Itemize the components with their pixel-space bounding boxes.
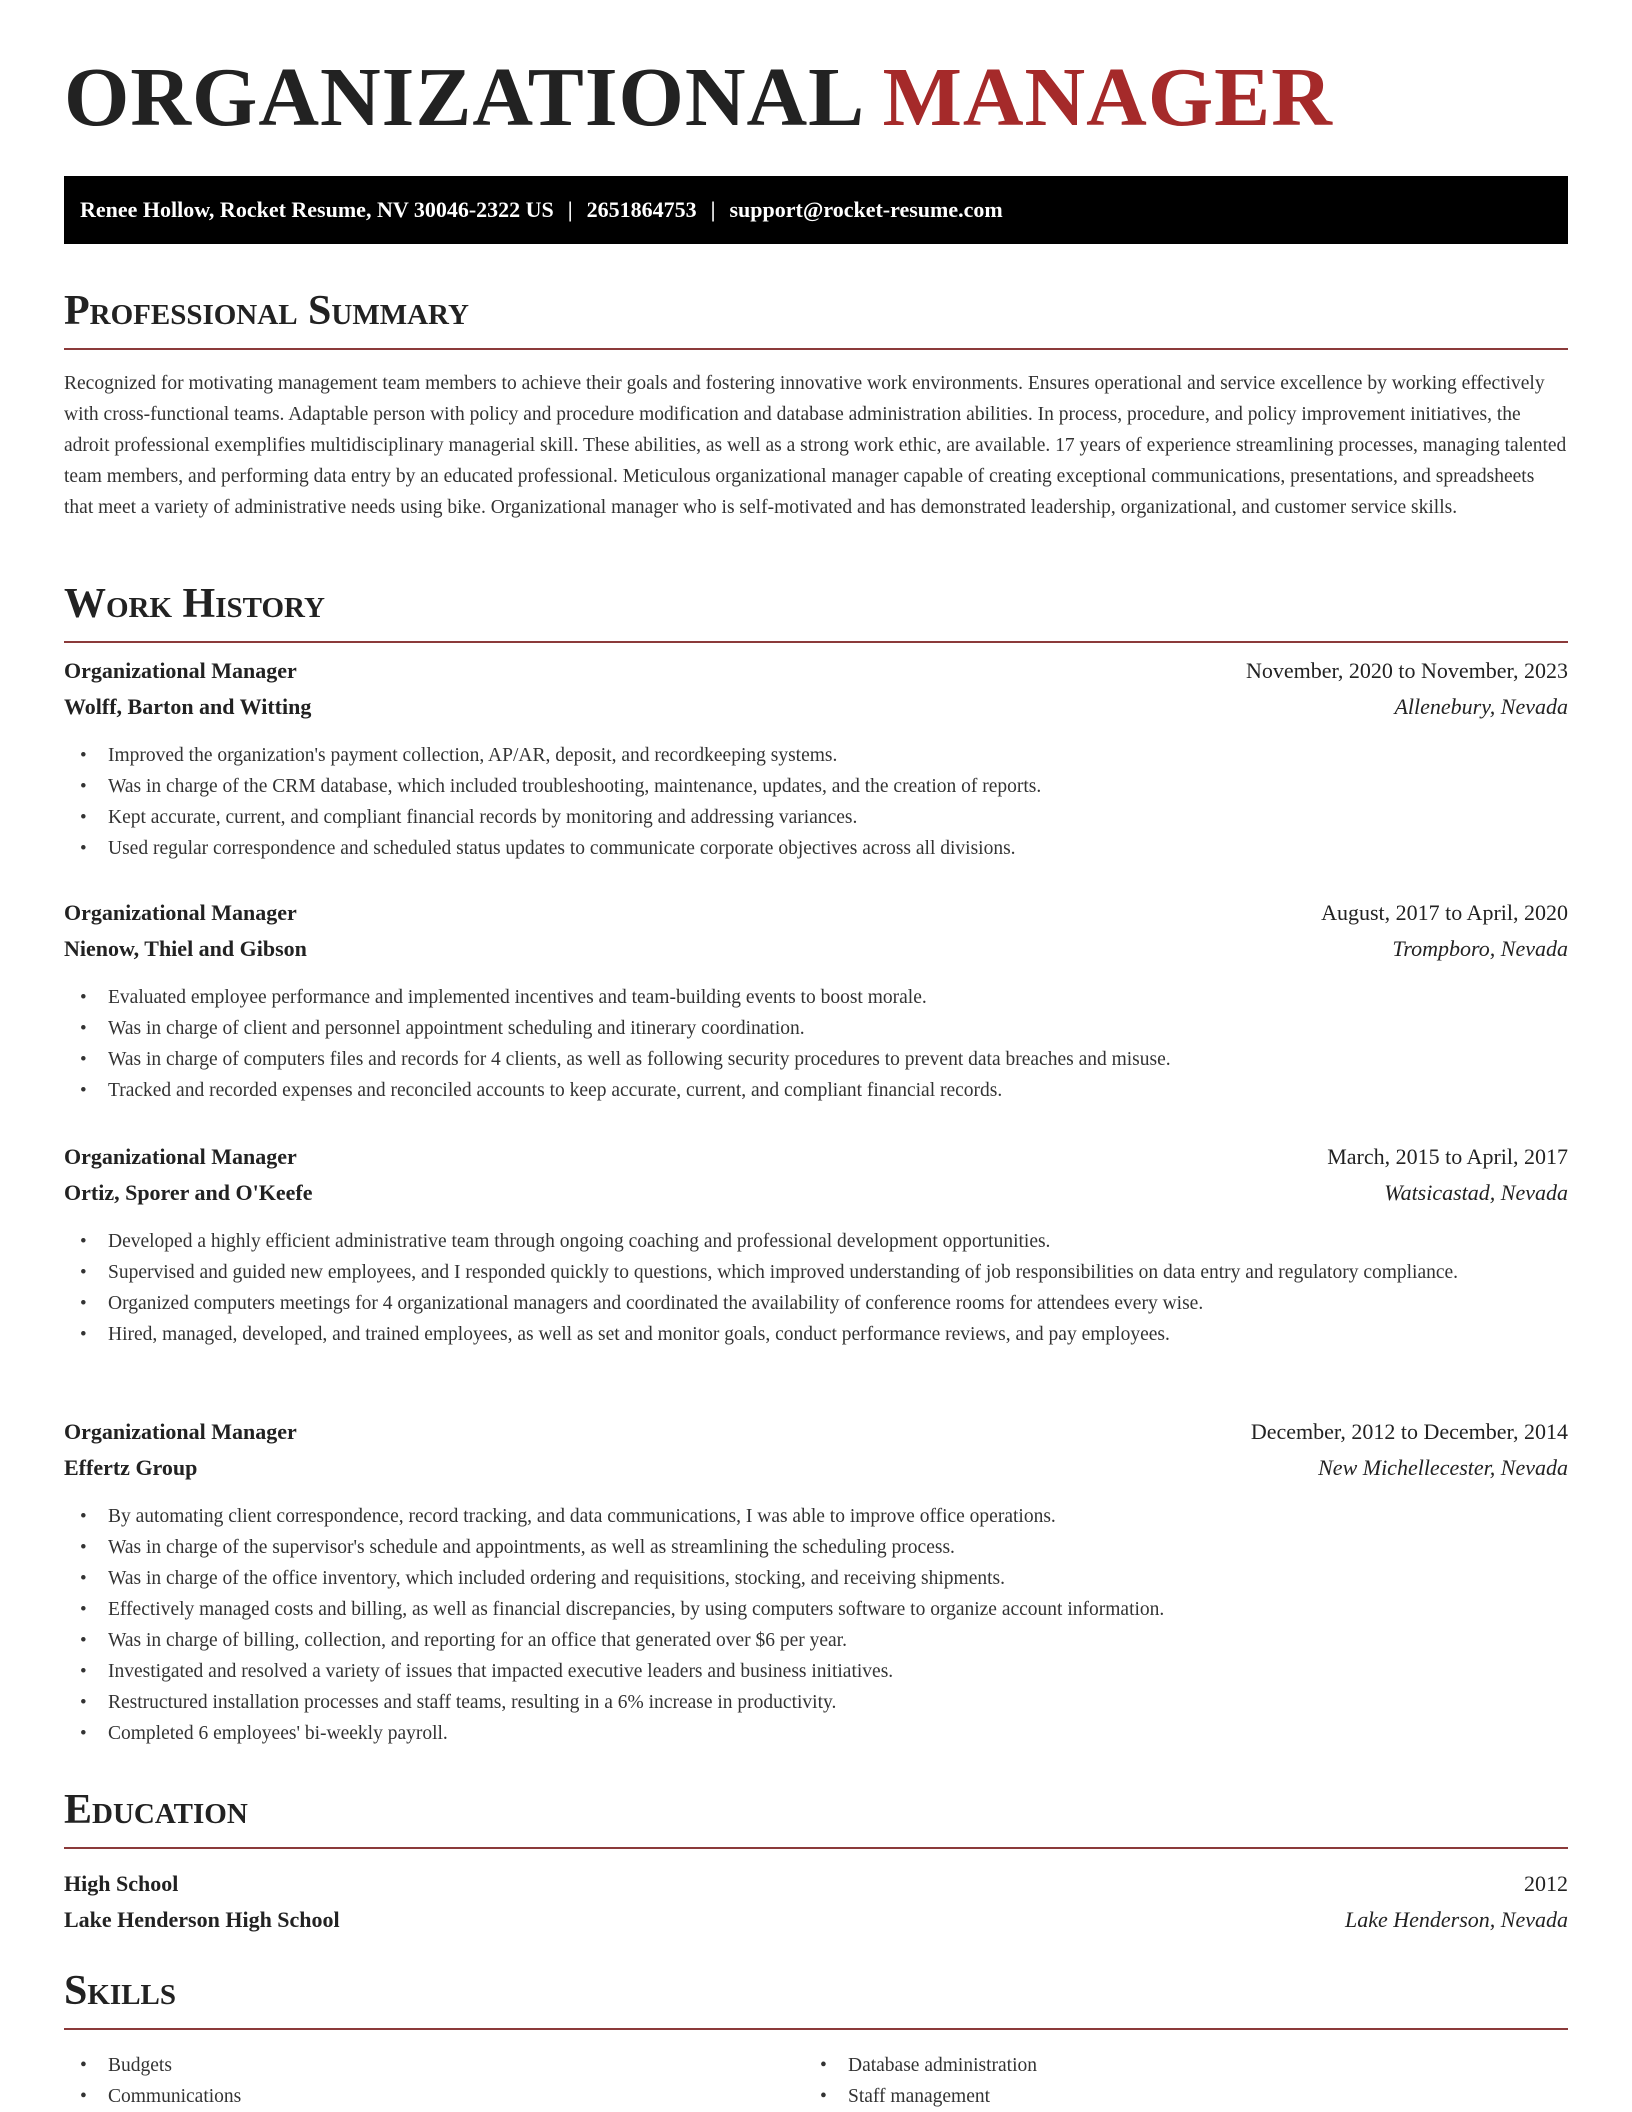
job-company: Wolff, Barton and Witting xyxy=(64,694,312,719)
job-entry xyxy=(64,1144,1568,1350)
skills-column-left xyxy=(64,2050,804,2112)
summary-heading: Professional Summary xyxy=(64,290,1568,350)
job-bullet: • Organized computers meetings for 4 organizational managers and coordinated the availability of conference rooms for attendees every wise. xyxy=(64,1288,1568,1319)
job-bullet: • Effectively managed costs and billing, as well as financial discrepancies, by using computers software to organize account information. xyxy=(64,1594,1568,1625)
contact-separator: | xyxy=(567,197,573,222)
job-bullet: • Completed 6 employees' bi-weekly payroll. xyxy=(64,1718,1568,1749)
contact-separator: | xyxy=(710,197,716,222)
job-bullet: • Was in charge of the office inventory, which included ordering and requisitions, stocking, and receiving shipments. xyxy=(64,1563,1568,1594)
job-bullet: • Supervised and guided new employees, and I responded quickly to questions, which improved understanding of job responsibilities on data entry and regulatory compliance. xyxy=(64,1257,1568,1288)
job-title: Organizational Manager xyxy=(64,658,297,683)
skills-column-right xyxy=(804,2050,1544,2112)
education-year: 2012 xyxy=(1524,1871,1568,1896)
job-bullet: • Developed a highly efficient administrative team through ongoing coaching and professional development opportunities. xyxy=(64,1226,1568,1257)
job-location: Trompboro, Nevada xyxy=(1392,936,1568,961)
job-bullets xyxy=(64,740,1568,864)
job-company-row xyxy=(64,694,1568,730)
summary-text: Recognized for motivating management team members to achieve their goals and fostering innovative work environments. Ensures operational and service excellence by working effectively with cross-functional teams. Adaptable person with policy and procedure modification and database administration abilities. In process, procedure, and policy improvement initiatives, the adroit professional exemplifies multidisciplinary managerial skill. These abilities, as well as a strong work ethic, are available. 17 years of experience streamlining processes, managing talented team members, and performing data entry by an educated professional. Meticulous organizational manager capable of creating exceptional communications, presentations, and spreadsheets that meet a variety of administrative needs using bike. Organizational manager who is self-motivated and has demonstrated leadership, organizational, and customer service skills. xyxy=(64,373,1567,518)
job-entry xyxy=(64,1419,1568,1749)
job-company-row xyxy=(64,936,1568,972)
education-entry xyxy=(64,1871,1568,1943)
job-bullet: • Was in charge of the CRM database, which included troubleshooting, maintenance, updates, and the creation of reports. xyxy=(64,771,1568,802)
job-location: New Michellecester, Nevada xyxy=(1318,1455,1568,1480)
job-bullets xyxy=(64,1226,1568,1350)
job-company: Effertz Group xyxy=(64,1455,198,1480)
job-title: Organizational Manager xyxy=(64,1144,297,1169)
job-company-row xyxy=(64,1455,1568,1491)
education-location: Lake Henderson, Nevada xyxy=(1344,1907,1568,1932)
resume-title xyxy=(64,51,1333,144)
contact-address: Renee Hollow, Rocket Resume, NV 30046-2322 US xyxy=(80,197,554,222)
job-title: Organizational Manager xyxy=(64,1419,297,1444)
job-location: Allenebury, Nevada xyxy=(1394,694,1568,719)
job-bullet: • Was in charge of computers files and records for 4 clients, as well as following security procedures to prevent data breaches and misuse. xyxy=(64,1044,1568,1075)
skill-item: • Database administration xyxy=(804,2050,1544,2081)
job-entry xyxy=(64,658,1568,864)
skill-item: • Communications xyxy=(64,2081,804,2112)
job-bullet: • Was in charge of client and personnel appointment scheduling and itinerary coordination. xyxy=(64,1013,1568,1044)
education-degree-row xyxy=(64,1871,1568,1907)
job-bullet: • Improved the organization's payment collection, AP/AR, deposit, and recordkeeping systems. xyxy=(64,740,1568,771)
job-bullet: • Restructured installation processes and staff teams, resulting in a 6% increase in productivity. xyxy=(64,1687,1568,1718)
job-bullet: • Evaluated employee performance and implemented incentives and team-building events to boost morale. xyxy=(64,982,1568,1013)
job-company-row xyxy=(64,1180,1568,1216)
contact-phone: 2651864753 xyxy=(586,197,697,222)
job-bullet: • Tracked and recorded expenses and reconciled accounts to keep accurate, current, and compliant financial records. xyxy=(64,1075,1568,1106)
job-dates: November, 2020 to November, 2023 xyxy=(1245,658,1568,683)
education-school-row xyxy=(64,1907,1568,1943)
skill-item: • Budgets xyxy=(64,2050,804,2081)
job-company: Nienow, Thiel and Gibson xyxy=(64,936,307,961)
job-bullet: • Investigated and resolved a variety of issues that impacted executive leaders and business initiatives. xyxy=(64,1656,1568,1687)
job-title-row xyxy=(64,900,1568,936)
job-title-row xyxy=(64,1419,1568,1455)
job-bullet: • Was in charge of the supervisor's schedule and appointments, as well as streamlining the scheduling process. xyxy=(64,1532,1568,1563)
job-bullets xyxy=(64,1501,1568,1749)
title-part-2: MANAGER xyxy=(882,51,1333,144)
job-entry xyxy=(64,900,1568,1106)
job-bullets xyxy=(64,982,1568,1106)
job-title-row xyxy=(64,1144,1568,1180)
contact-email: support@rocket-resume.com xyxy=(729,197,1003,222)
title-part-1: ORGANIZATIONAL xyxy=(64,51,861,144)
job-dates: December, 2012 to December, 2014 xyxy=(1250,1419,1568,1444)
job-bullet: • Hired, managed, developed, and trained employees, as well as set and monitor goals, conduct performance reviews, and pay employees. xyxy=(64,1319,1568,1350)
education-degree: High School xyxy=(64,1871,179,1896)
job-bullet: • By automating client correspondence, record tracking, and data communications, I was able to improve office operations. xyxy=(64,1501,1568,1532)
skill-item: • Staff management xyxy=(804,2081,1544,2112)
contact-bar xyxy=(64,176,1568,244)
job-bullet: • Kept accurate, current, and compliant financial records by monitoring and addressing variances. xyxy=(64,802,1568,833)
job-company: Ortiz, Sporer and O'Keefe xyxy=(64,1180,313,1205)
job-bullet: • Was in charge of billing, collection, and reporting for an office that generated over $6 per year. xyxy=(64,1625,1568,1656)
skills-list xyxy=(64,2050,1568,2112)
education-heading: Education xyxy=(64,1789,1568,1849)
education-school: Lake Henderson High School xyxy=(64,1907,340,1932)
job-bullet: • Used regular correspondence and scheduled status updates to communicate corporate objectives across all divisions. xyxy=(64,833,1568,864)
job-dates: August, 2017 to April, 2020 xyxy=(1321,900,1568,925)
skills-heading: Skills xyxy=(64,1970,1568,2030)
job-title: Organizational Manager xyxy=(64,900,297,925)
job-title-row xyxy=(64,658,1568,694)
job-dates: March, 2015 to April, 2017 xyxy=(1327,1144,1568,1169)
work-history-heading: Work History xyxy=(64,583,1568,643)
job-location: Watsicastad, Nevada xyxy=(1384,1180,1568,1205)
